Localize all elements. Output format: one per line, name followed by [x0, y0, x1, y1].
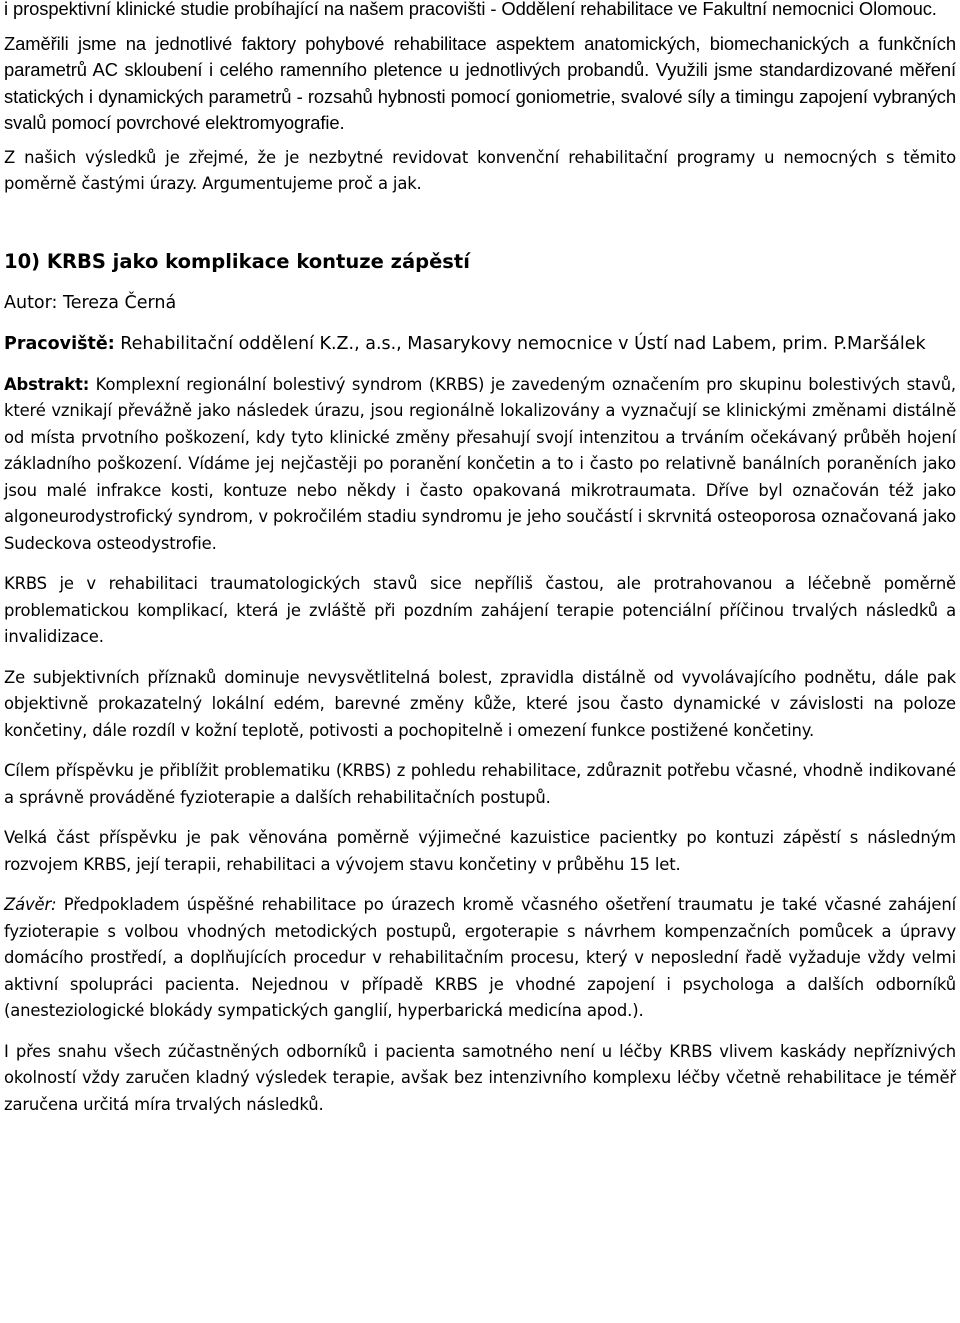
abstract-label: Abstrakt: [4, 374, 90, 394]
workplace-label: Pracoviště: [4, 333, 115, 354]
workplace-line [4, 331, 956, 358]
intro-paragraph-2-part-b: Využili jsme standardizované měření statických i dynamických parametrů - rozsahů hybnosti pomocí goniometrie, svalové síly a timingu zapojení vybraných svalů pomocí povrchové elektromyografie. [4, 59, 957, 133]
body-paragraph: KRBS je v rehabilitaci traumatologických stavů sice nepříliš častou, ale protrahovanou a léčebně poměrně problematickou komplikací, která je zvláště při pozdním zahájení terapie potenciální příčinou trvalých následků a invalidizace. [4, 574, 956, 646]
abstract-paragraph [4, 372, 956, 558]
workplace-text: Rehabilitační oddělení K.Z., a.s., Masarykovy nemocnice v Ústí nad Labem, prim. P.Maršálek [120, 333, 926, 354]
abstract-text: Komplexní regionální bolestivý syndrom (KRBS) je zavedeným označením pro skupinu bolestivých stavů, které vznikají převážně jako následek úrazu, jsou regionálně lokalizovány a vyznačují se klinickými změnami distálně od místa prvotního poškození, kdy tyto klinické změny přesahují svojí intenzitou a trváním očekávaný průběh hojení základního poškození. Vídáme jej nejčastěji po poranění končetin a to i často po relativně banálních poraněních jako jsou malé infrakce kosti, kontuze nebo někdy i často opakovaná mikrotraumata. Dříve byl označován též jako algoneurodystrofický syndrom, v pokročilém stadiu syndromu je jeho součástí i skrvnitá osteoporosa označovaná jako Sudeckova osteodystrofie. [4, 374, 956, 553]
intro-paragraph-2-part-a: Zaměřili jsme na jednotlivé faktory pohybové rehabilitace aspektem anatomických, biomechanických a funkčních parametrů AC skloubení i celého ramenního pletence u jednotlivých probandů. [4, 32, 956, 80]
conclusion-paragraph [4, 892, 956, 1025]
final-paragraph: I přes snahu všech zúčastněných odborníků i pacienta samotného není u léčby KRBS vlivem kaskády nepříznivých okolností vždy zaručen kladný výsledek terapie, avšak bez intenzivního komplexu léčby včetně rehabilitace je téměř zaručena určitá míra trvalých následků. [4, 1041, 956, 1114]
intro-paragraph-2 [4, 31, 956, 137]
conclusion-text: Předpokladem úspěšné rehabilitace po úrazech kromě včasného ošetření traumatu je také včasné zahájení fyzioterapie s volbou vhodných metodických postupů, ergoterapie s návrhem kompenzačních pomůcek a úpravy domácího prostředí, a doplňujících procedur v rehabilitačním procesu, který v neposlední řadě vyžaduje vždy velmi aktivní spolupráci pacienta. Nejednou v případě KRBS je vhodné zapojení i psychologa a dalších odborníků (anesteziologické blokády sympatických ganglií, hyperbarická medicína apod.). [4, 895, 957, 1020]
author-name: Tereza Černá [63, 292, 177, 313]
conclusion-label: Závěr: [4, 895, 57, 914]
body-paragraph: Ze subjektivních příznaků dominuje nevysvětlitelná bolest, zpravidla distálně od vyvolávajícího podnětu, dále pak objektivně prokazatelný lokální edém, barevné změny kůže, které jsou často dynamické v závislosti na poloze končetiny, dále rozdíl v kožní teplotě, potivosti a pochopitelně i omezení funkce postižené končetiny. [4, 667, 956, 740]
section-title: 10) KRBS jako komplikace kontuze zápěstí [4, 249, 470, 273]
body-paragraph: Velká část příspěvku je pak věnována poměrně výjimečné kazuistice pacientky po kontuzi zápěstí s následným rozvojem KRBS, její terapii, rehabilitaci a vývojem stavu končetiny v průběhu 15 let. [4, 828, 956, 874]
author-label: Autor: [4, 292, 58, 313]
intro-paragraph-1: i prospektivní klinické studie probíhající na našem pracovišti - Oddělení rehabilitace ve Fakultní nemocnici Olomouc. [4, 0, 937, 19]
intro-paragraph-3: Z našich výsledků je zřejmé, že je nezbytné revidovat konvenční rehabilitační programy u nemocných s těmito poměrně častými úrazy. Argumentujeme proč a jak. [4, 147, 956, 193]
document-page [4, 0, 956, 1118]
author-line [4, 290, 956, 317]
body-paragraph: Cílem příspěvku je přiblížit problematiku (KRBS) z pohledu rehabilitace, zdůraznit potřebu včasné, vhodně indikované a správně prováděné fyzioterapie a dalších rehabilitačních postupů. [4, 761, 956, 807]
